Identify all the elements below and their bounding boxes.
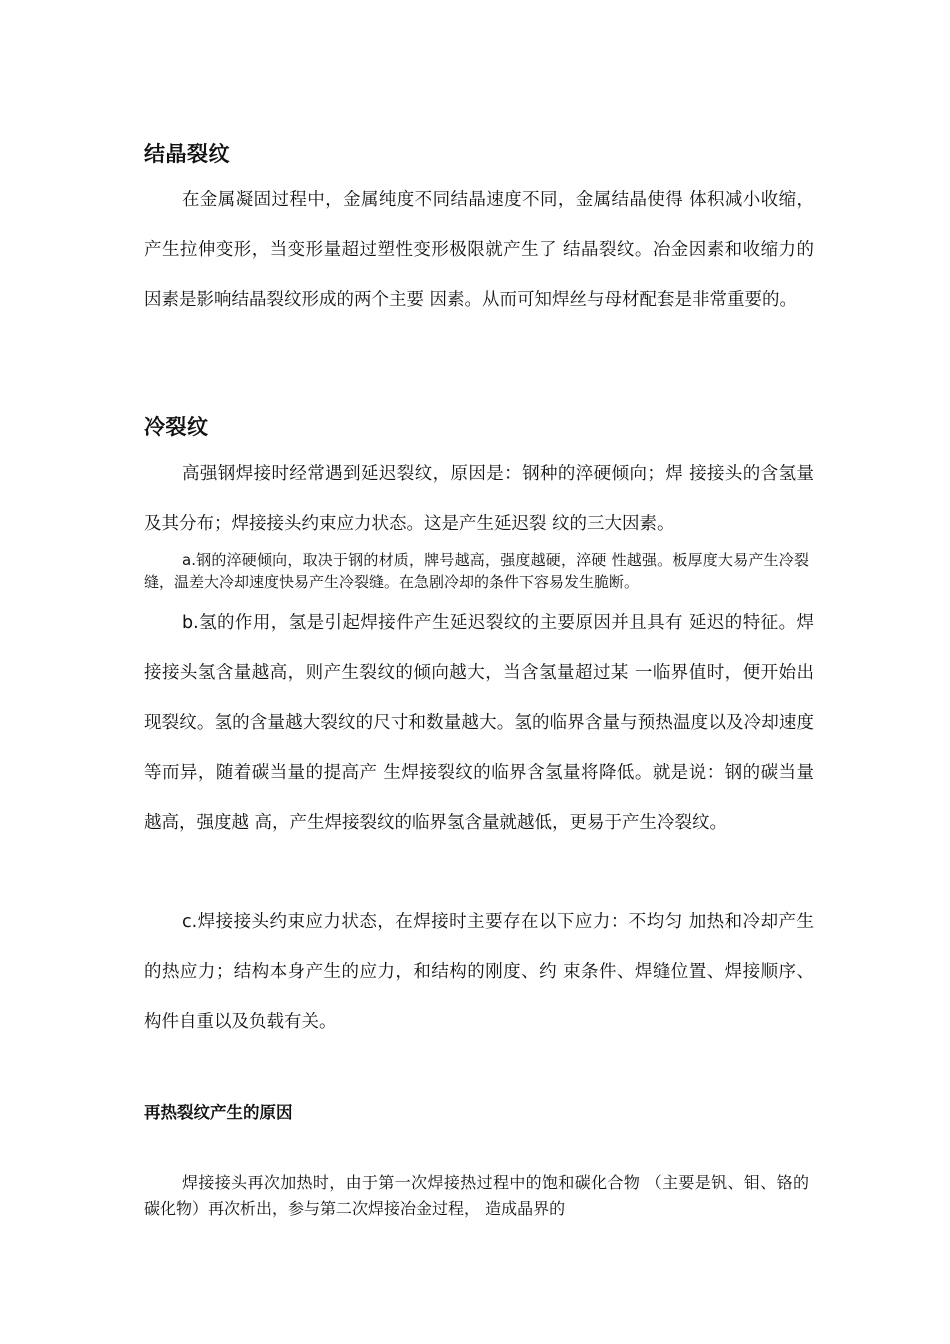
section-title-reheat-crack: 再热裂纹产生的原因 bbox=[144, 1103, 293, 1122]
paragraph-cold-crack-intro: 高强钢焊接时经常遇到延迟裂纹，原因是：钢种的淬硬倾向；焊 接接头的含氢量及其分布；焊接接头约束应力状态。这是产生延迟裂 纹的三大因素。 bbox=[144, 464, 814, 534]
paragraph-item-b-hydrogen: b.氢的作用，氢是引起焊接件产生延迟裂纹的主要原因并且具有 延迟的特征。焊接接头氢含量越高，则产生裂纹的倾向越大，当含氢量超过某 一临界值时，便开始出现裂纹。氢的含量越大裂纹的尺寸和数量越大。氢的临界含量与预热温度以及冷却速度等而异，随着碳当量的提高产 生焊接裂纹的临界含氢量将降低。就是说：钢的碳当量越高，强度越 高，产生焊接裂纹的临界氢含量就越低，更易于产生冷裂纹。 bbox=[144, 613, 814, 833]
paragraph-item-c-restraint-stress: c.焊接接头约束应力状态，在焊接时主要存在以下应力：不均匀 加热和冷却产生的热应力；结构本身产生的应力，和结构的刚度、约 束条件、焊缝位置、焊接顺序、构件自重以及负载有关。 bbox=[144, 912, 814, 1032]
paragraph-item-a-hardening: a.钢的淬硬倾向，取决于钢的材质，牌号越高，强度越硬，淬硬 性越强。板厚度大易产生冷裂缝，温差大冷却速度快易产生冷裂缝。在急剧冷却的条件下容易发生脆断。 bbox=[144, 551, 809, 591]
paragraph-crystallization-crack: 在金属凝固过程中，金属纯度不同结晶速度不同，金属结晶使得 体积减小收缩，产生拉伸变形，当变形量超过塑性变形极限就产生了 结晶裂纹。冶金因素和收缩力的因素是影响结晶裂纹形成的两个主要 因素。从而可知焊丝与母材配套是非常重要的。 bbox=[144, 190, 814, 310]
paragraph-reheat-crack: 焊接接头再次加热时，由于第一次焊接热过程中的饱和碳化合物 （主要是钒、钼、铬的碳化物）再次析出，参与第二次焊接冶金过程， 造成晶界的 bbox=[144, 1173, 809, 1218]
section-title-crystallization-crack: 结晶裂纹 bbox=[144, 142, 230, 166]
section-title-cold-crack: 冷裂纹 bbox=[144, 415, 209, 439]
